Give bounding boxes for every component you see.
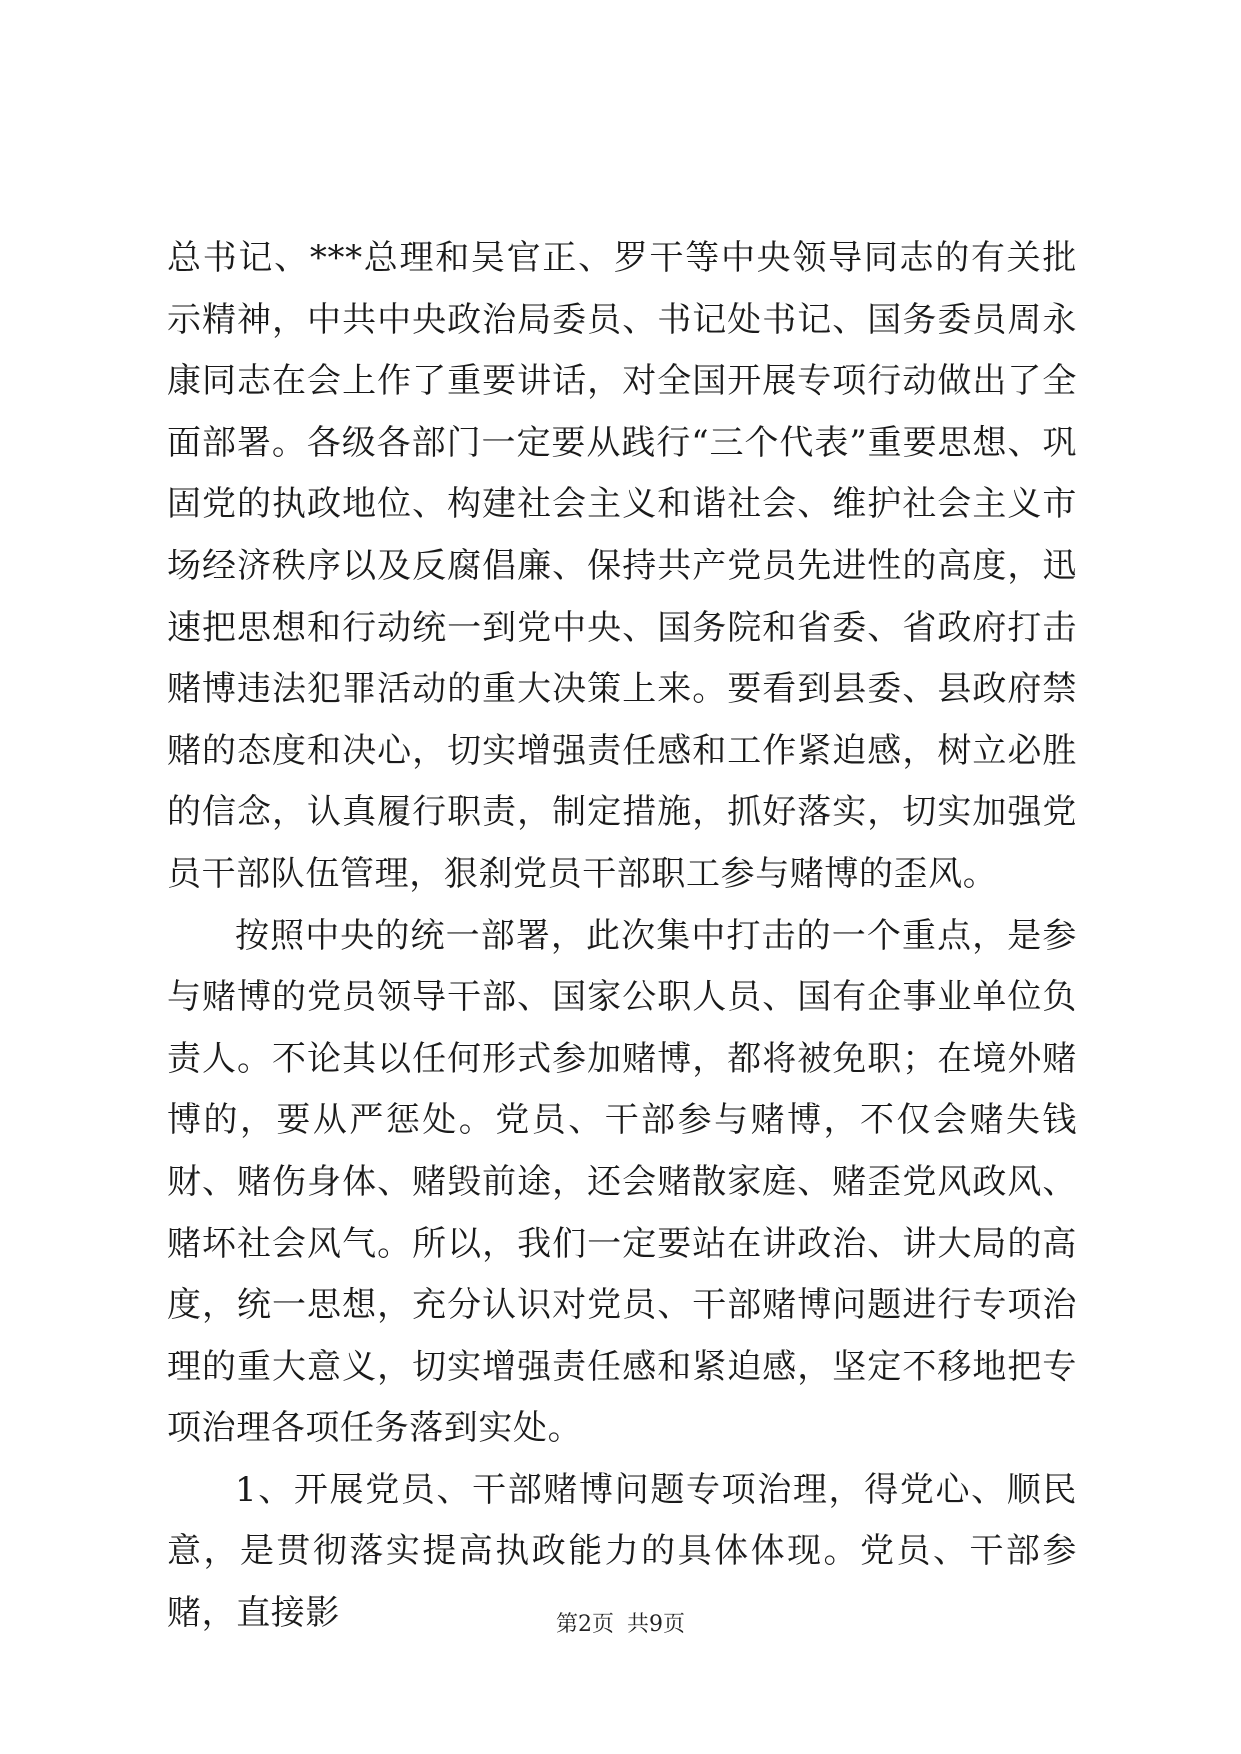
page-total: 共9页	[627, 1612, 685, 1637]
page-number: 第2页	[556, 1612, 614, 1637]
paragraph-1: 总书记、***总理和吴官正、罗干等中央领导同志的有关批示精神，中共中央政治局委员、书记处书记、国务委员周永康同志在会上作了重要讲话，对全国开展专项行动做出了全面部署。各级各部门一定要从践行“三个代表”重要思想、巩固党的执政地位、构建社会主义和谐社会、维护社会主义市场经济秩序以及反腐倡廉、保持共产党员先进性的高度，迅速把思想和行动统一到党中央、国务院和省委、省政府打击赌博违法犯罪活动的重大决策上来。要看到县委、县政府禁赌的态度和决心，切实增强责任感和工作紧迫感，树立必胜的信念，认真履行职责，制定措施，抓好落实，切实加强党员干部队伍管理，狠刹党员干部职工参与赌博的歪风。	[167, 238, 1077, 894]
document-body	[167, 228, 1077, 1645]
paragraph-3: 1、开展党员、干部赌博问题专项治理，得党心、顺民意，是贯彻落实提高执政能力的具体体现。党员、干部参赌，直接影	[167, 1469, 1077, 1634]
paragraph-2: 按照中央的统一部署，此次集中打击的一个重点，是参与赌博的党员领导干部、国家公职人员、国有企事业单位负责人。不论其以任何形式参加赌博，都将被免职；在境外赌博的，要从严惩处。党员、干部参与赌博，不仅会赌失钱财、赌伤身体、赌毁前途，还会赌散家庭、赌歪党风政风、赌坏社会风气。所以，我们一定要站在讲政治、讲大局的高度，统一思想，充分认识对党员、干部赌博问题进行专项治理的重大意义，切实增强责任感和紧迫感，坚定不移地把专项治理各项任务落到实处。	[167, 915, 1077, 1449]
page-footer	[0, 1607, 1241, 1638]
